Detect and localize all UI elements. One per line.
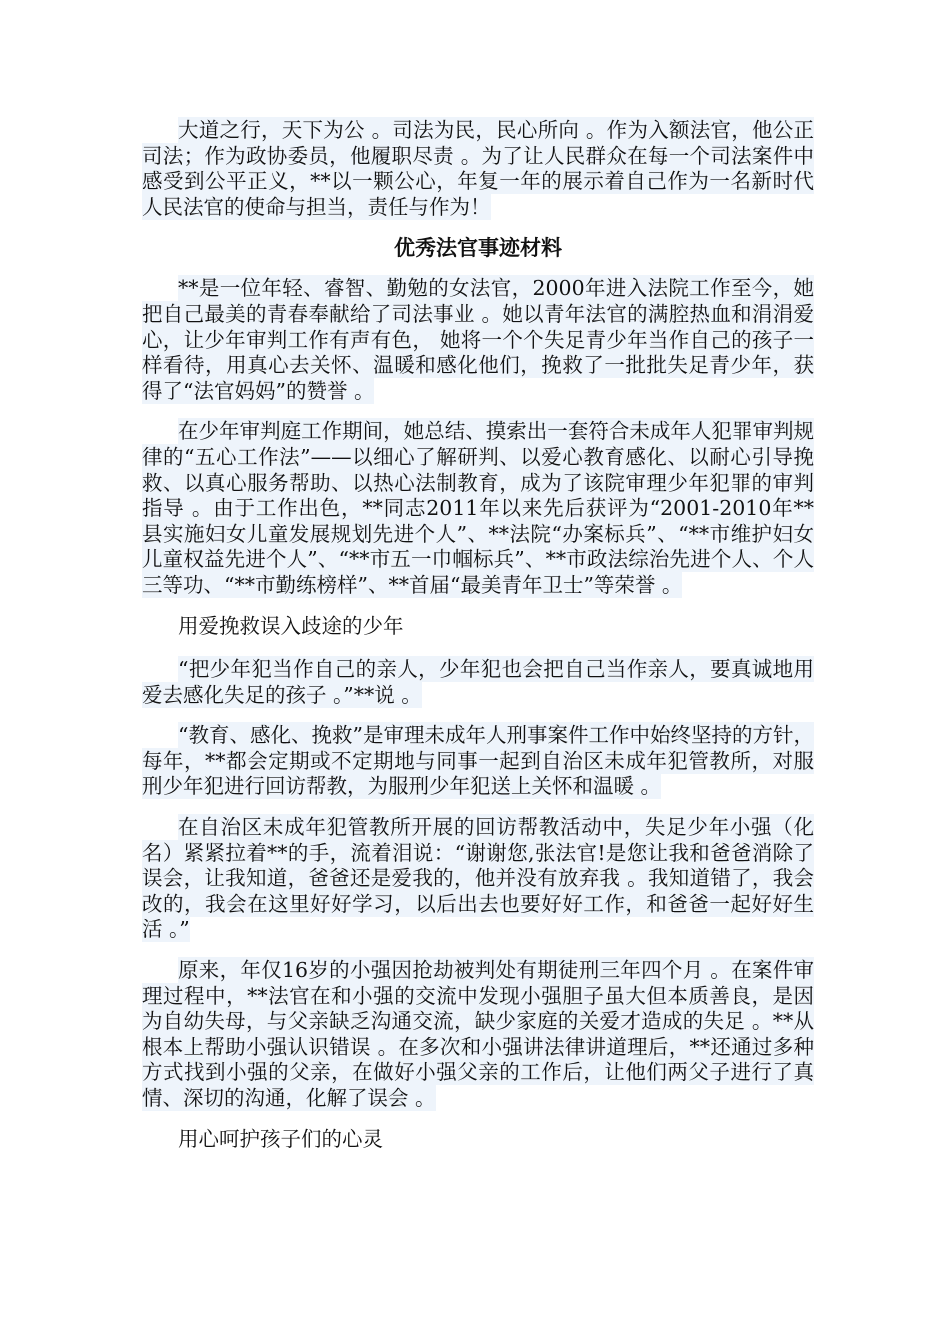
paragraph-6-text: 原来，年仅16岁的小强因抢劫被判处有期徒刑三年四个月 。在案件审理过程中，**法官在和小强的交流中发现小强胆子虽大但本质善良，是因为自幼失母，与父亲缺乏沟通交流，缺少家庭的关爱才造成的失足 。**从根本上帮助小强认识错误 。在多次和小强讲法律讲道理后，**还通过多种方式找到小强的父亲，在做好小强父亲的工作后，让他们两父子进行了真情、深切的沟通，化解了误会 。 <box>142 958 814 1110</box>
paragraph-5 <box>142 815 814 943</box>
paragraph-5-text: 在自治区未成年犯管教所开展的回访帮教活动中，失足少年小强（化名）紧紧拉着**的手，流着泪说：“谢谢您,张法官!是您让我和爸爸消除了误会，让我知道，爸爸还是爱我的，他并没有放弃我 。我知道错了，我会改的，我会在这里好好学习，以后出去也要好好工作，和爸爸一起好好生活 。” <box>142 815 814 942</box>
intro-text: 大道之行，天下为公 。司法为民，民心所向 。作为入额法官，他公正司法；作为政协委员，他履职尽责 。为了让人民群众在每一个司法案件中感受到公平正义，**以一颗公心，年复一年的展示着自己作为一名新时代人民法官的使命与担当，责任与作为！ <box>142 118 814 219</box>
paragraph-3-text: “把少年犯当作自己的亲人，少年犯也会把自己当作亲人，要真诚地用爱去感化失足的孩子 。”**说 。 <box>142 657 814 707</box>
paragraph-1-text: **是一位年轻、睿智、勤勉的女法官，2000年进入法院工作至今，她把自己最美的青春奉献给了司法事业 。她以青年法官的满腔热血和涓涓爱心，让少年审判工作有声有色， 她将一个个失足青少年当作自己的孩子一样看待，用真心去关怀、温暖和感化他们，挽救了一批批失足青少年，获得了“法官妈妈”的赞誉 。 <box>142 276 814 403</box>
intro-paragraph <box>142 118 814 220</box>
section-heading-1: 用爱挽救误入歧途的少年 <box>178 613 404 638</box>
paragraph-3 <box>142 657 814 708</box>
document-title: 优秀法官事迹材料 <box>394 235 562 261</box>
paragraph-1 <box>142 276 814 404</box>
paragraph-4 <box>142 723 814 800</box>
paragraph-4-text: “教育、感化、挽救”是审理未成年人刑事案件工作中始终坚持的方针，每年，**都会定期或不定期地与同事一起到自治区未成年犯管教所，对服刑少年犯进行回访帮教，为服刑少年犯送上关怀和温暖 。 <box>142 723 814 799</box>
paragraph-6 <box>142 958 814 1112</box>
document-body <box>142 118 814 1170</box>
paragraph-2-text: 在少年审判庭工作期间，她总结、摸索出一套符合未成年人犯罪审判规律的“五心工作法”——以细心了解研判、以爱心教育感化、以耐心引导挽救、以真心服务帮助、以热心法制教育，成为了该院审理少年犯罪的审判指导 。由于工作出色，**同志2011年以来先后获评为“2001-2010年**县实施妇女儿童发展规划先进个人”、**法院“办案标兵”、“**市维护妇女儿童权益先进个人”、“**市五一巾帼标兵”、**市政法综治先进个人、个人三等功、“**市勤练榜样”、**首届“最美青年卫士”等荣誉 。 <box>142 419 814 597</box>
paragraph-2 <box>142 419 814 598</box>
section-heading-2: 用心呵护孩子们的心灵 <box>178 1126 383 1151</box>
